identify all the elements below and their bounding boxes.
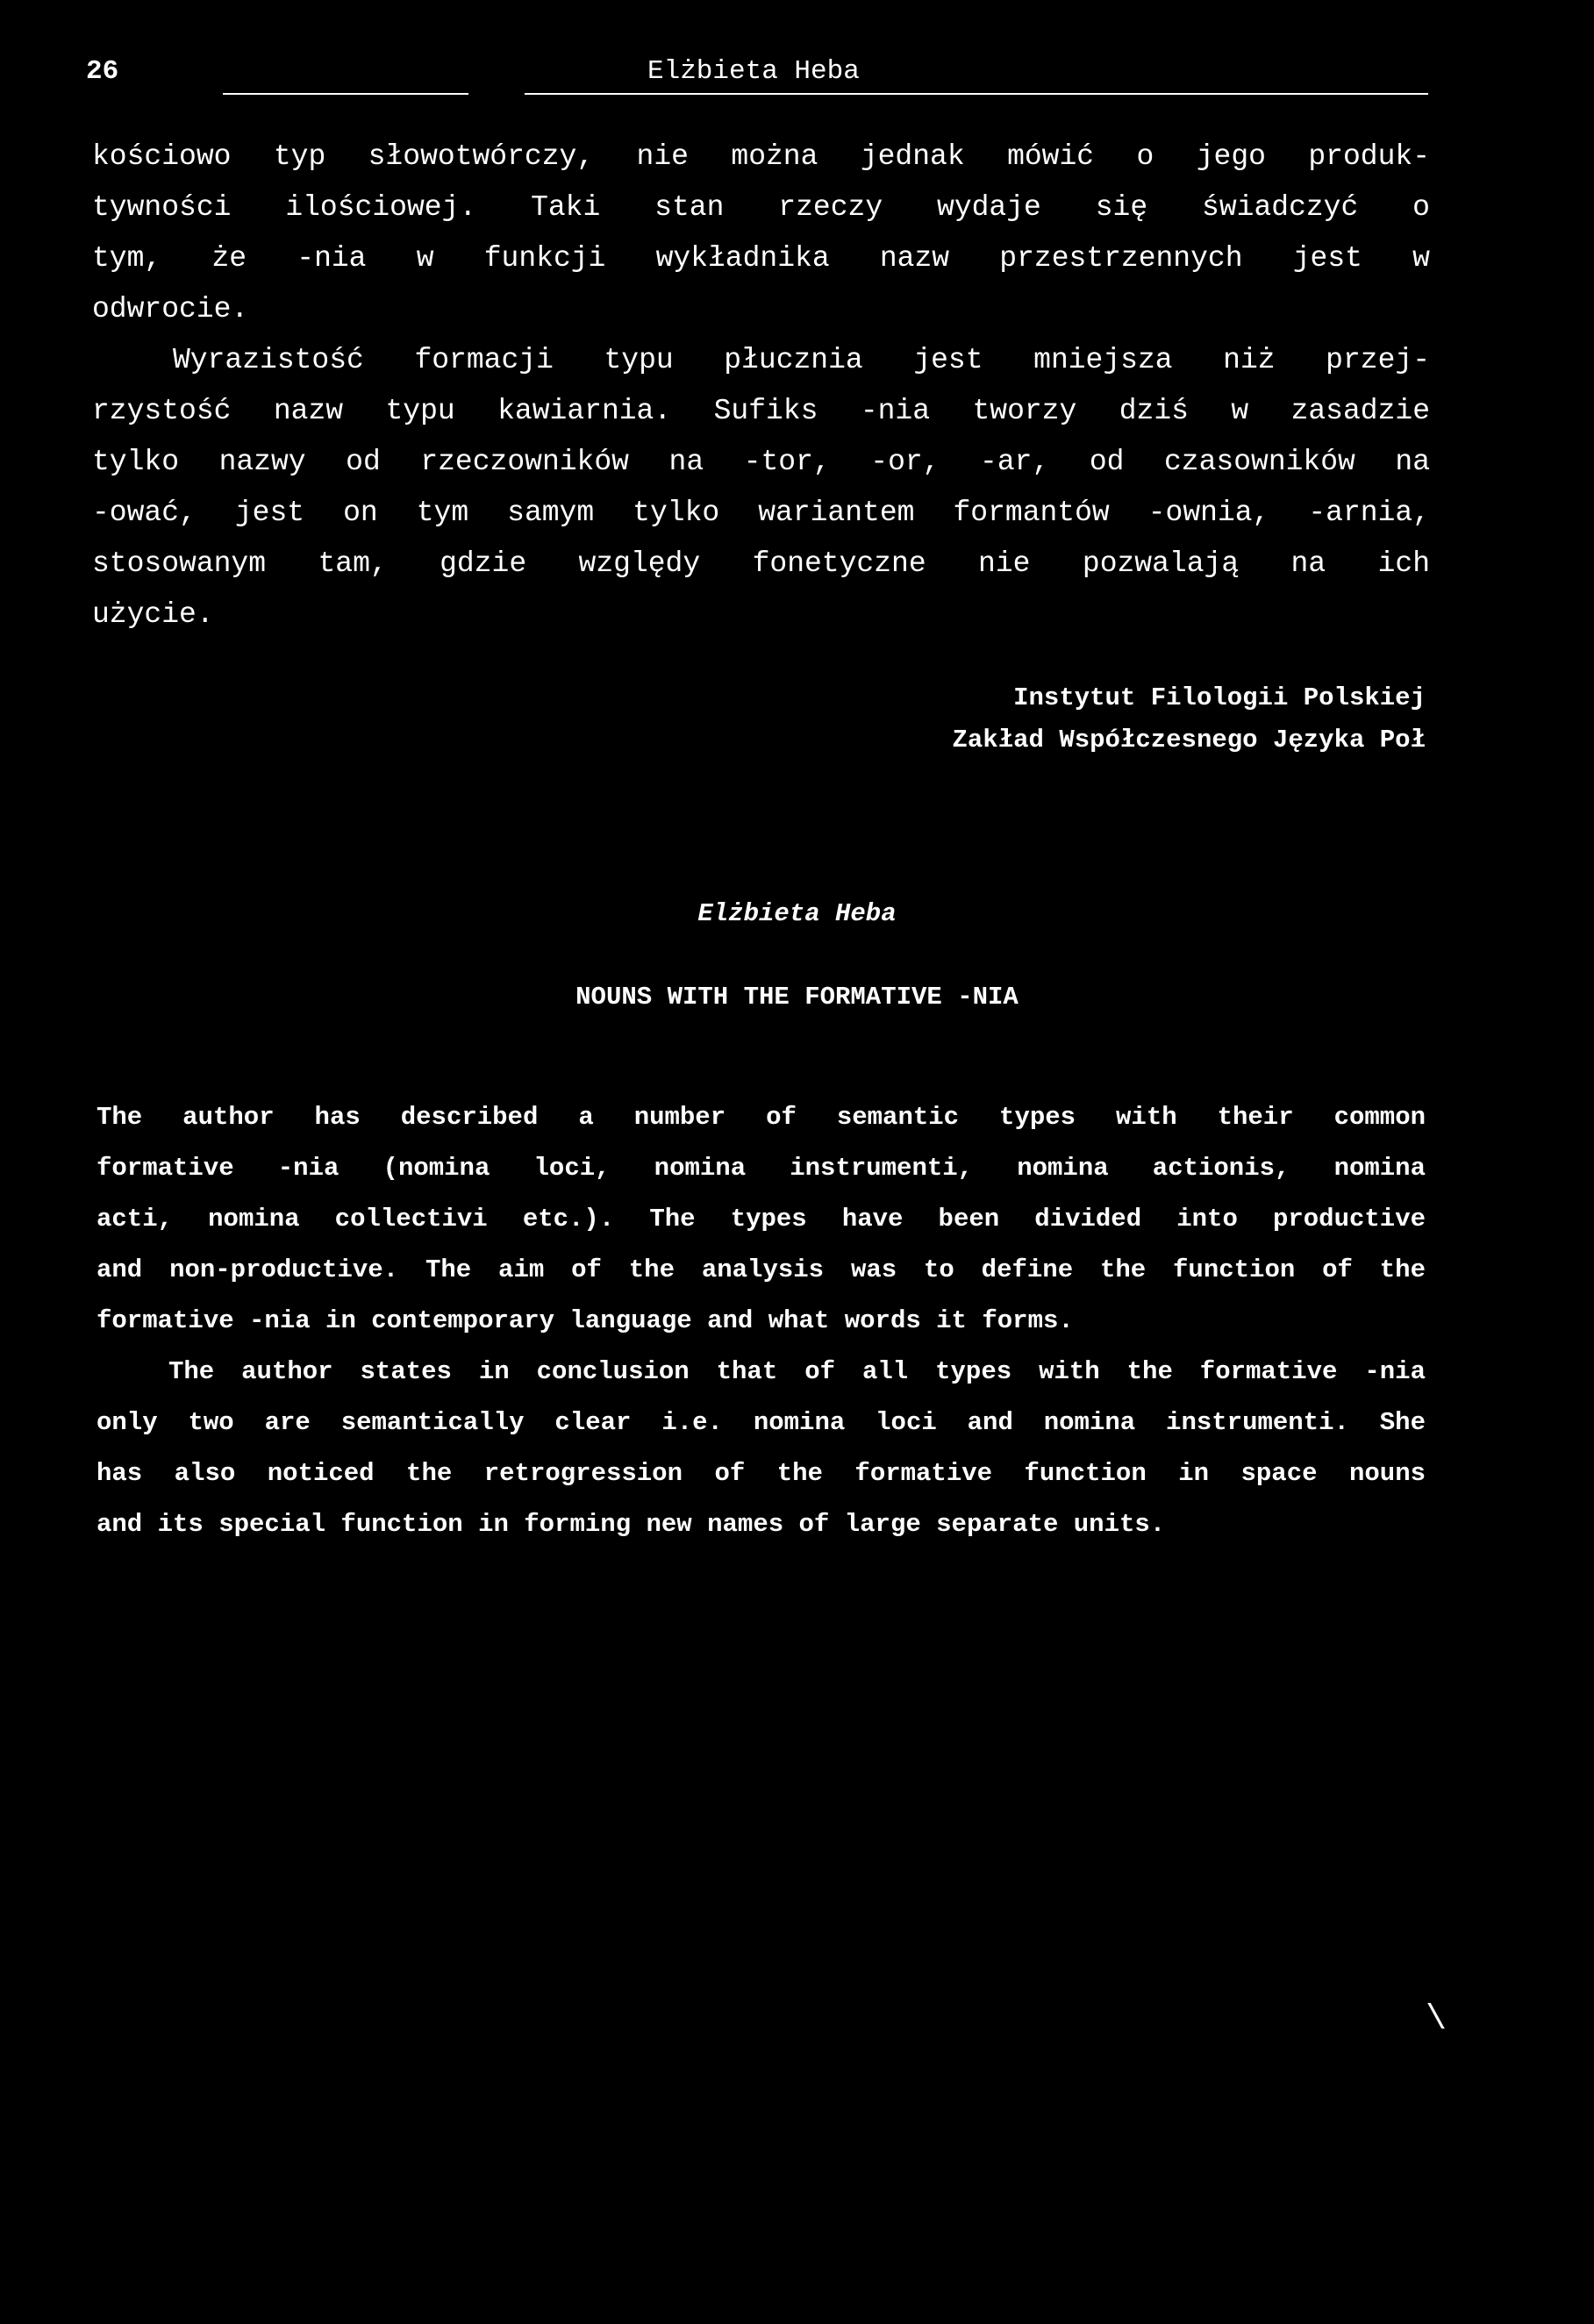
running-header [77, 51, 1428, 104]
body-line: -ować, jest on tym samym tylko wariantem formantów -ownia, -arnia, [92, 497, 1430, 529]
summary-line: and its special function in forming new names of large separate units. [96, 1510, 1166, 1539]
stray-mark: \ [1426, 2000, 1447, 2040]
summary-line: acti, nomina collectivi etc.). The types have been divided into productive [96, 1205, 1426, 1234]
body-line: Wyrazistość formacji typu płucznia jest mniejsza niż przej- [173, 344, 1430, 376]
page-number: 26 [86, 56, 119, 87]
affiliation [614, 677, 1426, 762]
summary-line: The author states in conclusion that of all types with the formative -nia [168, 1357, 1426, 1386]
affiliation-institute: Instytut Filologii Polskiej [1013, 683, 1426, 712]
affiliation-department: Zakład Współczesnego Języka Poł [952, 726, 1426, 754]
summary-line: and non-productive. The aim of the analysis was to define the function of the [96, 1255, 1426, 1284]
summary-author: Elżbieta Heba [697, 899, 897, 928]
summary-line: has also noticed the retrogression of the formative function in space nouns [96, 1459, 1426, 1488]
summary-line: formative -nia in contemporary language and what words it forms. [96, 1306, 1074, 1335]
summary-text [96, 1092, 1426, 1550]
body-line: kościowo typ słowotwórczy, nie można jednak mówić o jego produk- [92, 140, 1430, 173]
summary-line: The author has described a number of semantic types with their common [96, 1103, 1426, 1132]
body-line: tywności ilościowej. Taki stan rzeczy wydaje się świadczyć o [92, 191, 1430, 224]
header-rule [525, 93, 1428, 95]
body-line: tym, że -nia w funkcji wykładnika nazw przestrzennych jest w [92, 242, 1430, 275]
body-line: stosowanym tam, gdzie względy fonetyczne nie pozwalają na ich [92, 547, 1430, 580]
header-rule [223, 93, 468, 95]
summary-title: NOUNS WITH THE FORMATIVE -NIA [575, 983, 1019, 1012]
body-line: tylko nazwy od rzeczowników na -tor, -or, -ar, od czasowników na [92, 446, 1430, 478]
body-text [92, 132, 1430, 640]
summary-line: formative -nia (nomina loci, nomina instrumenti, nomina actionis, nomina [96, 1154, 1426, 1183]
body-line: rzystość nazw typu kawiarnia. Sufiks -nia tworzy dziś w zasadzie [92, 395, 1430, 427]
running-header-author: Elżbieta Heba [647, 56, 860, 87]
body-line: użycie. [92, 598, 214, 631]
summary-line: only two are semantically clear i.e. nomina loci and nomina instrumenti. She [96, 1408, 1426, 1437]
body-line: odwrocie. [92, 293, 249, 325]
